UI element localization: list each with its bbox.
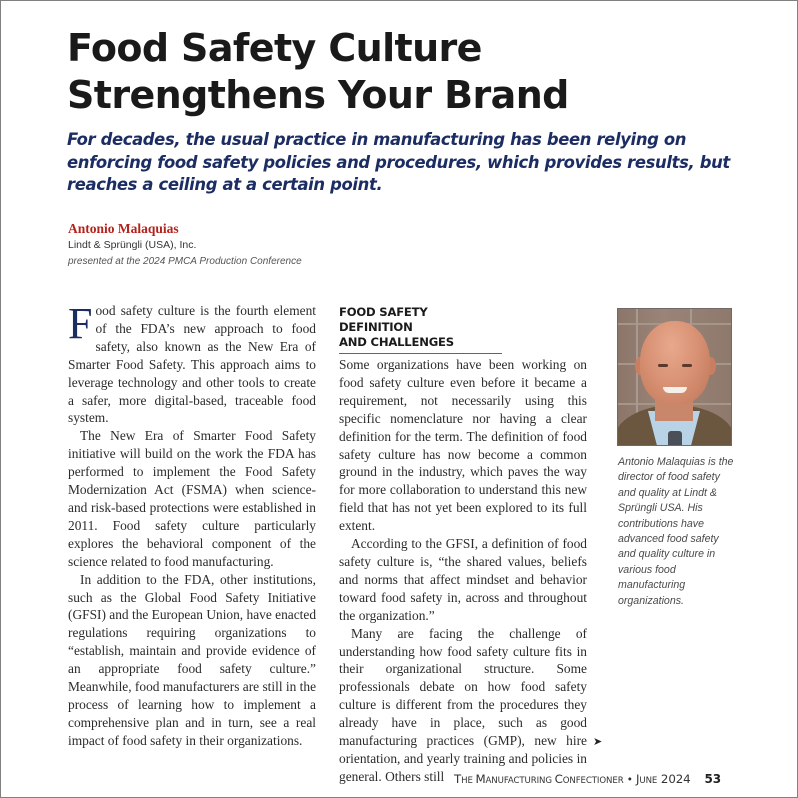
photo-tie [668, 431, 682, 445]
paragraph: The New Era of Smarter Food Safety initiative will build on the work the FDA has performed to implement the Food Safety Modernization Act (FSMA) when science- and risk-based protections were established in 2011. Food safety culture particularly explores the behavioral component of the science related to food manufacturing. [68, 428, 316, 569]
article-deck: For decades, the usual practice in manufacturing has been relying on enforcing food safety policies and procedures, which provides results, but reaches a ceiling at a certain point. [67, 130, 730, 194]
issue-date: JUNE 2024 [636, 772, 691, 786]
title-line-2: Strengthens Your Brand [67, 73, 569, 117]
title-line-1: Food Safety Culture [67, 26, 482, 70]
body-column-2 [339, 305, 587, 786]
article-title [67, 25, 707, 119]
paragraph [68, 299, 316, 427]
author-presented-note: presented at the 2024 PMCA Production Conference [68, 256, 302, 267]
photo-smile [663, 387, 687, 393]
paragraph: According to the GFSI, a definition of food safety culture is, “the shared values, beliefs and norms that affect mindset and behavior toward food safety in, across and throughout the organization.” [339, 536, 587, 623]
photo-eye [682, 364, 692, 367]
author-organization: Lindt & Sprüngli (USA), Inc. [68, 239, 197, 251]
subhead-line-1: FOOD SAFETY DEFINITION [339, 305, 428, 334]
paragraph: Many are facing the challenge of understanding how food safety culture fits in their organizational structure. Some professionals debate on how food safety culture is different from the procedures they already have in place, such as good manufacturing practices (GMP), new hire orientation, and yearly training and policies in general. Others still [339, 625, 587, 784]
body-column-1 [68, 299, 317, 750]
continue-arrow-icon: ➤ [593, 735, 603, 748]
author-photo [617, 308, 732, 446]
publication-name: THE MANUFACTURING CONFECTIONER [454, 772, 624, 786]
author-name: Antonio Malaquias [68, 221, 179, 236]
page-footer [454, 772, 721, 786]
paragraph-text: ood safety culture is the fourth element of the FDA’s new approach to food safety, also known as the New Era of Smarter Food Safety. This approach aims to leverage technology and other tools to create a safer, more digital-based, traceable food system. [68, 303, 316, 426]
paragraph: In addition to the FDA, other institutions, such as the Global Food Safety Initiative (GFSI) and the European Union, have enacted regulations requiring organizations to “establish, maintain and provide evidence of an appropriate food safety culture.” Meanwhile, food manufacturers are still in the process of learning how to implement a comprehensive plan and in turn, see a real impact of food safety in their organizations. [68, 571, 317, 748]
footer-separator: • [623, 774, 637, 786]
page-number: 53 [704, 772, 722, 786]
photo-eye [658, 364, 668, 367]
section-subhead [339, 305, 502, 354]
photo-caption: Antonio Malaquias is the director of food safety and quality at Lindt & Sprüngli USA. His contributions have advanced food safety and quality culture in various food manufacturing organizations. [618, 456, 734, 607]
subhead-line-2: AND CHALLENGES [339, 335, 454, 349]
paragraph: Some organizations have been working on food safety culture even before it became a requirement, not necessarily using this specific nomenclature nor having a clear definition for the term. The definition of food safety culture has now become a common ground in the industry, which paves the way for more collaboration to understand this new field that has not yet been explored to its full extent. [339, 357, 587, 534]
drop-cap: F [68, 299, 93, 348]
